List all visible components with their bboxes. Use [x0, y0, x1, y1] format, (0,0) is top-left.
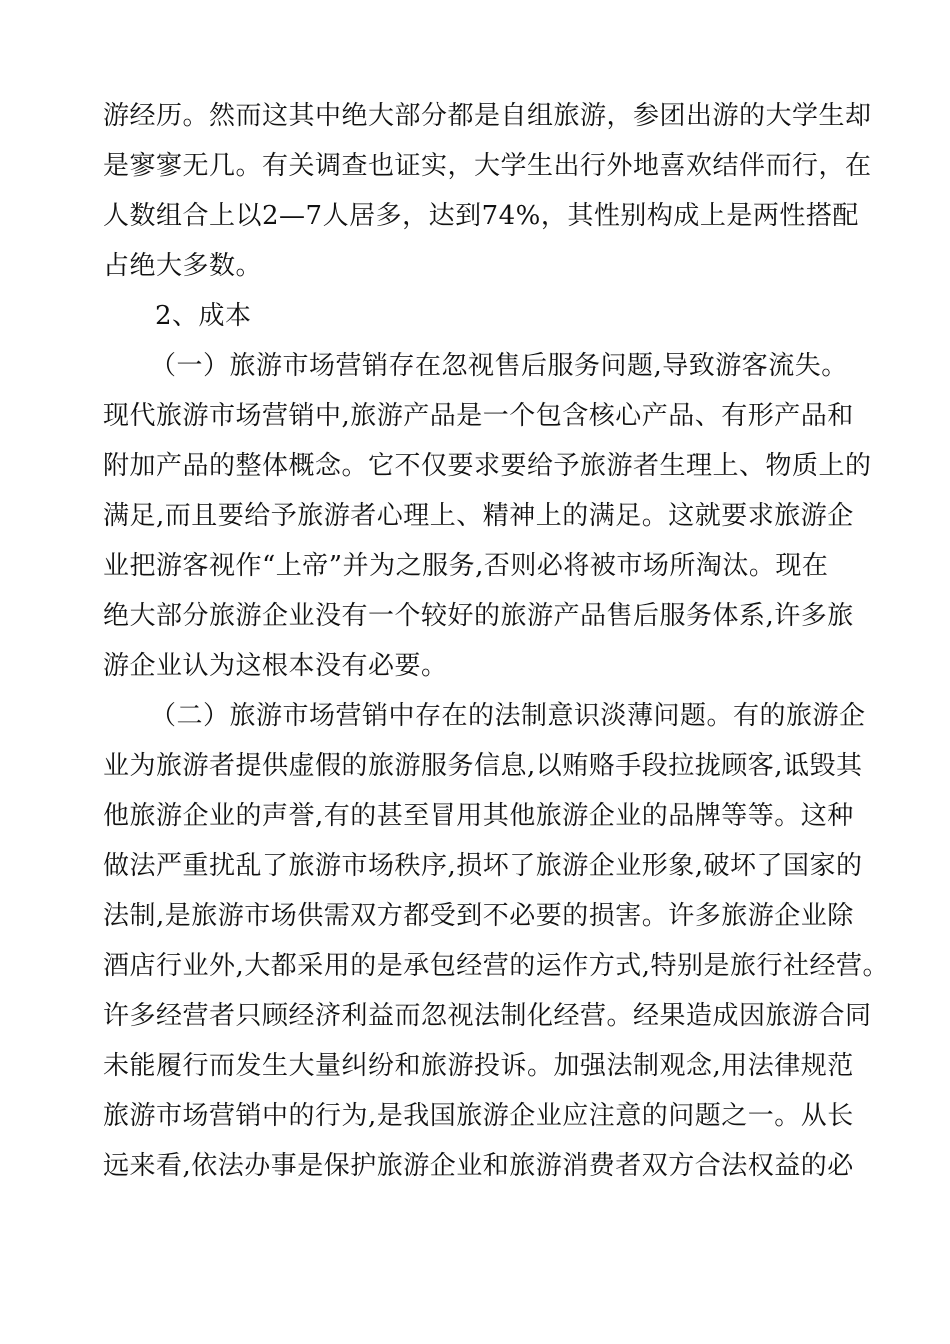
text-line: 业为旅游者提供虚假的旅游服务信息,以贿赂手段拉拢顾客,诋毁其	[103, 751, 863, 781]
text-line: （二）旅游市场营销中存在的法制意识淡薄问题。有的旅游企	[150, 701, 866, 731]
text-line: 做法严重扰乱了旅游市场秩序,损坏了旅游企业形象,破坏了国家的	[103, 851, 863, 881]
text-line: 旅游市场营销中的行为,是我国旅游企业应注意的问题之一。从长	[103, 1101, 854, 1131]
text-line: 许多经营者只顾经济利益而忽视法制化经营。经果造成因旅游合同	[103, 1001, 872, 1031]
text-line: （一）旅游市场营销存在忽视售后服务问题,导致游客流失。	[150, 351, 848, 381]
text-line: 游经历。然而这其中绝大部分都是自组旅游，参团出游的大学生却	[103, 101, 872, 131]
text-line: 占绝大多数。	[103, 251, 263, 281]
text-line: 满足,而且要给予旅游者心理上、精神上的满足。这就要求旅游企	[103, 501, 854, 531]
text-line: 未能履行而发生大量纠纷和旅游投诉。加强法制观念,用法律规范	[103, 1051, 854, 1081]
section-heading: 2、成本	[155, 301, 252, 331]
text-line: 附加产品的整体概念。它不仅要求要给予旅游者生理上、物质上的	[103, 451, 872, 481]
text-line: 业把游客视作“上帝”并为之服务,否则必将被市场所淘汰。现在	[103, 551, 829, 581]
text-line: 酒店行业外,大都采用的是承包经营的运作方式,特别是旅行社经营。	[103, 951, 890, 981]
text-line: 游企业认为这根本没有必要。	[103, 651, 448, 681]
text-line: 人数组合上以2—7人居多，达到74%，其性别构成上是两性搭配	[103, 201, 859, 231]
text-line: 现代旅游市场营销中,旅游产品是一个包含核心产品、有形产品和	[103, 401, 854, 431]
text-line: 远来看,依法办事是保护旅游企业和旅游消费者双方合法权益的必	[103, 1151, 854, 1181]
text-line: 他旅游企业的声誉,有的甚至冒用其他旅游企业的品牌等等。这种	[103, 801, 854, 831]
text-line: 是寥寥无几。有关调查也证实，大学生出行外地喜欢结伴而行，在	[103, 151, 872, 181]
text-line: 绝大部分旅游企业没有一个较好的旅游产品售后服务体系,许多旅	[103, 601, 854, 631]
text-line: 法制,是旅游市场供需双方都受到不必要的损害。许多旅游企业除	[103, 901, 854, 931]
